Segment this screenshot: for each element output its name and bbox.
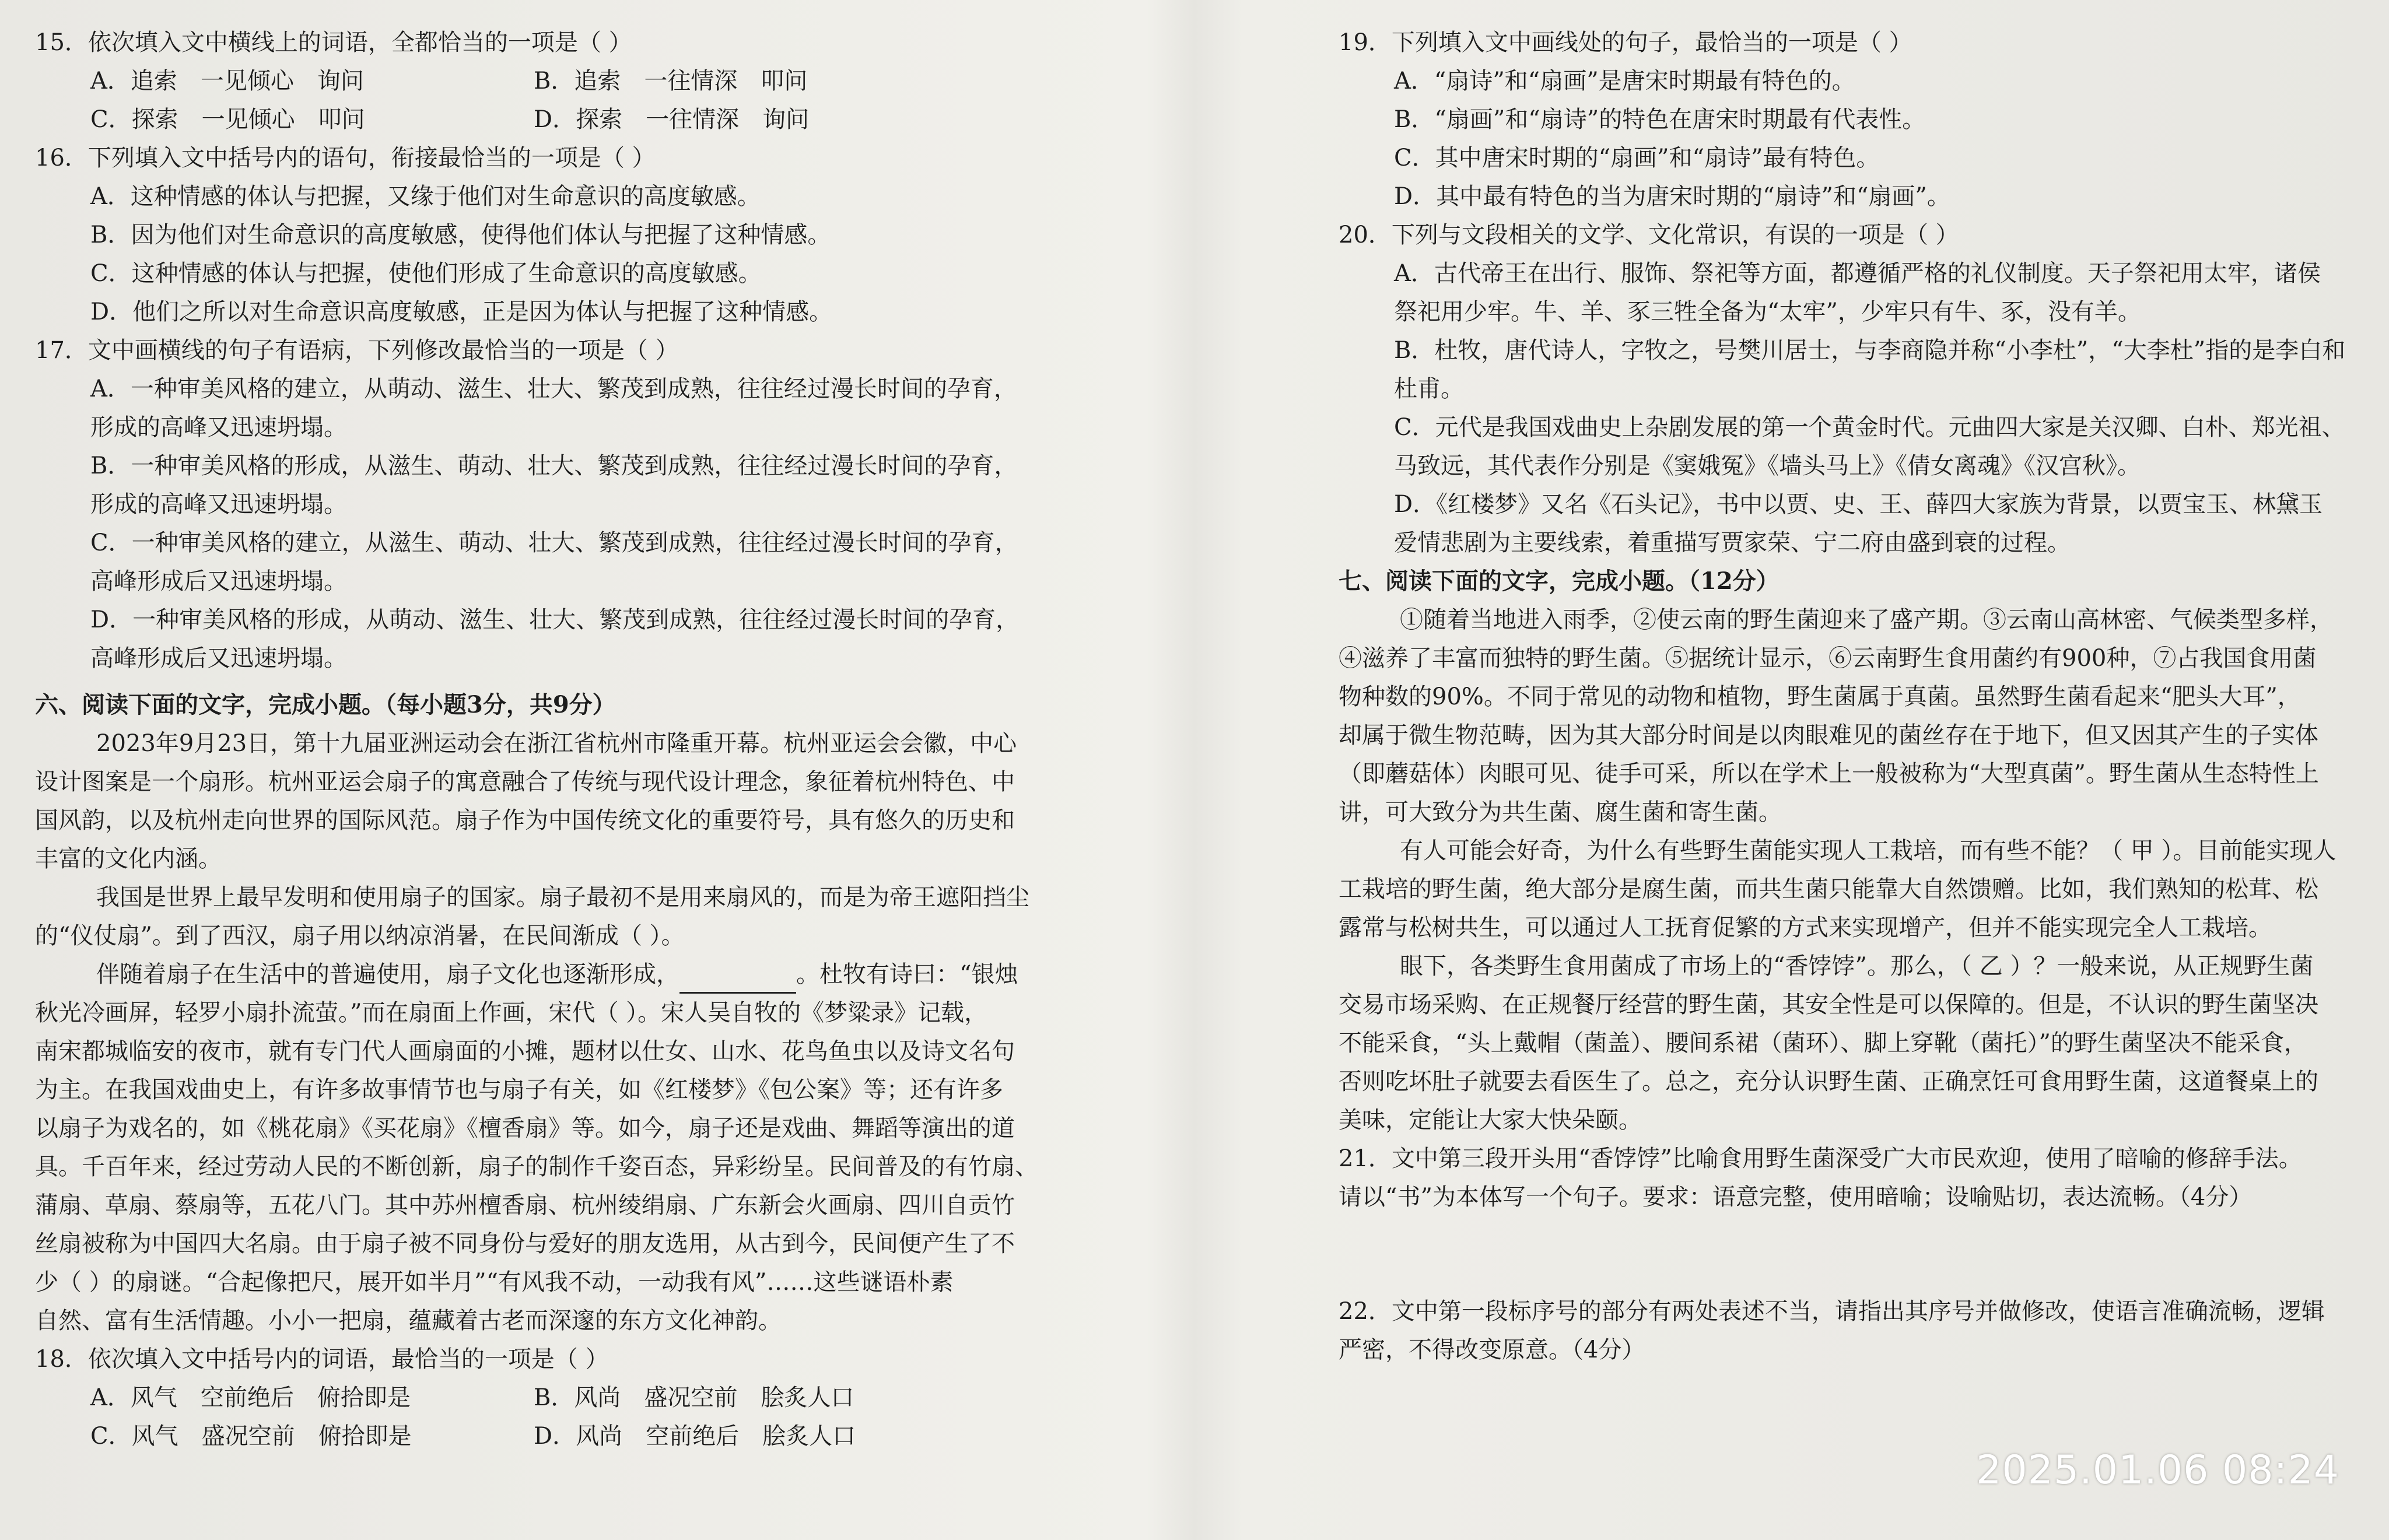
q15-option-c: C．探索 一见倾心 叩问	[90, 106, 365, 133]
question-16: 16．下列填入文中括号内的语句，衔接最恰当的一项是（ ）	[35, 145, 656, 171]
q20-option-d: D．《红楼梦》又名《石头记》，书中以贾、史、王、薛四大家族为背景，以贾宝玉、林黛玉	[1394, 491, 2323, 518]
passage-line: 眼下，各类野生食用菌成了市场上的“香饽饽”。那么，（ 乙 ）？一般来说，从正规野生菌	[1400, 953, 2314, 980]
q19-option-c: C．其中唐宋时期的“扇画”和“扇诗”最有特色。	[1394, 145, 1880, 171]
passage-line: （即蘑菇体）肉眼可见、徒手可采，所以在学术上一般被称为“大型真菌”。野生菌从生态特性上	[1339, 760, 2319, 787]
q20-option-b-cont: 杜甫。	[1394, 376, 1464, 402]
q16-option-c: C．这种情感的体认与把握，使他们形成了生命意识的高度敏感。	[90, 260, 762, 287]
q20-option-a-cont: 祭祀用少牢。牛、羊、豕三牲全备为“太牢”，少牢只有牛、豕，没有羊。	[1394, 299, 2141, 325]
passage-line: 美味，定能让大家大快朵颐。	[1339, 1107, 1642, 1134]
question-22-cont: 严密，不得改变原意。（4分）	[1339, 1336, 1645, 1363]
passage-line: 丰富的文化内涵。	[35, 846, 222, 872]
passage-line: 讲，可大致分为共生菌、腐生菌和寄生菌。	[1339, 799, 1782, 826]
q18-option-b: B．风尚 盛况空前 脍炙人口	[534, 1384, 854, 1411]
passage-line: 蒲扇、草扇、蔡扇等，五花八门。其中苏州檀香扇、杭州绫绢扇、广东新会火画扇、四川自贡竹	[35, 1192, 1015, 1219]
passage-line: 工栽培的野生菌，绝大部分是腐生菌，而共生菌只能靠大自然馈赠。比如，我们熟知的松茸、松	[1339, 876, 2318, 903]
question-20: 20．下列与文段相关的文学、文化常识，有误的一项是（ ）	[1339, 222, 1959, 248]
q15-option-a: A．追索 一见倾心 询问	[90, 68, 364, 94]
passage-line: 的“仪仗扇”。到了西汉，扇子用以纳凉消暑，在民间渐成（ ）。	[35, 922, 685, 949]
q17-option-c-cont: 高峰形成后又迅速坍塌。	[90, 568, 347, 595]
passage-line: 国风韵，以及杭州走向世界的国际风范。扇子作为中国传统文化的重要符号，具有悠久的历史和	[35, 807, 1015, 834]
passage-line: ①随着当地进入雨季，②使云南的野生菌迎来了盛产期。③云南山高林密、气候类型多样，	[1400, 606, 2333, 633]
question-21-cont: 请以“书”为本体写一个句子。要求：语意完整，使用暗喻；设喻贴切，表达流畅。（4分）	[1339, 1184, 2253, 1211]
section-6-passage-cont	[35, 994, 1097, 1340]
passage-line: 有人可能会好奇，为什么有些野生菌能实现人工栽培，而有些不能？（ 甲 ）。目前能实现人	[1400, 837, 2337, 864]
section-6-heading: 六、阅读下面的文字，完成小题。（每小题3分，共9分）	[35, 691, 616, 718]
passage-line: 具。千百年来，经过劳动人民的不断创新，扇子的制作千姿百态，异彩纷呈。民间普及的有竹扇、	[35, 1153, 1038, 1180]
q15-option-row	[35, 62, 1097, 100]
q17-option-b: B．一种审美风格的形成，从滋生、萌动、壮大、繁茂到成熟，往往经过漫长时间的孕育，	[90, 452, 1018, 479]
passage-line: 设计图案是一个扇形。杭州亚运会扇子的寓意融合了传统与现代设计理念，象征着杭州特色、中	[35, 769, 1015, 795]
question-17: 17．文中画横线的句子有语病，下列修改最恰当的一项是（ ）	[35, 337, 679, 364]
photo-timestamp: 2025.01.06 08:24	[1976, 1447, 2339, 1493]
q18-option-c: C．风气 盛况空前 俯拾即是	[90, 1423, 412, 1450]
section-7-passage	[1339, 601, 2365, 1139]
q15-option-d: D．探索 一往情深 询问	[534, 106, 810, 133]
q18-option-row	[35, 1417, 1097, 1455]
passage-line: 却属于微生物范畴，因为其大部分时间是以肉眼难见的菌丝存在于地下，但又因其产生的子实体	[1339, 722, 2318, 749]
passage-line: 以扇子为戏名的，如《桃花扇》《买花扇》《檀香扇》等。如今，扇子还是戏曲、舞蹈等演出的道	[35, 1115, 1015, 1142]
q16-option-b: B．因为他们对生命意识的高度敏感，使得他们体认与把握了这种情感。	[90, 222, 831, 248]
q19-option-a: A．“扇诗”和“扇画”是唐宋时期最有特色的。	[1394, 68, 1855, 94]
passage-line: 2023年9月23日，第十九届亚洲运动会在浙江省杭州市隆重开幕。杭州亚运会会徽，中心	[96, 730, 1017, 757]
q17-option-d-cont: 高峰形成后又迅速坍塌。	[90, 645, 347, 672]
passage-line: 否则吃坏肚子就要去看医生了。总之，充分认识野生菌、正确烹饪可食用野生菌，这道餐桌上的	[1339, 1068, 2318, 1095]
passage-line: 露常与松树共生，可以通过人工抚育促繁的方式来实现增产，但并不能实现完全人工栽培。	[1339, 914, 2272, 941]
right-column	[1339, 23, 2365, 1369]
passage-line: 自然、富有生活情趣。小小一把扇，蕴藏着古老而深邃的东方文化神韵。	[35, 1307, 782, 1334]
question-21: 21．文中第三段开头用“香饽饽”比喻食用野生菌深受广大市民欢迎，使用了暗喻的修辞手法。	[1339, 1145, 2302, 1172]
q17-option-d: D．一种审美风格的形成，从萌动、滋生、壮大、繁茂到成熟，往往经过漫长时间的孕育，	[90, 606, 1020, 633]
left-column	[35, 23, 1097, 1455]
passage-line: ④滋养了丰富而独特的野生菌。⑤据统计显示，⑥云南野生食用菌约有900种，⑦占我国食用菌	[1339, 645, 2317, 672]
q17-option-a-cont: 形成的高峰又迅速坍塌。	[90, 414, 347, 441]
q15-option-row	[35, 100, 1097, 139]
answer-blank[interactable]	[679, 969, 796, 994]
q18-option-d: D．风尚 空前绝后 脍炙人口	[534, 1423, 856, 1450]
q20-option-c-cont: 马致远，其代表作分别是《窦娥冤》《墙头马上》《倩女离魂》《汉宫秋》。	[1394, 452, 2141, 479]
passage-line: 为主。在我国戏曲史上，有许多故事情节也与扇子有关，如《红楼梦》《包公案》等；还有许多	[35, 1076, 1003, 1103]
q17-option-b-cont: 形成的高峰又迅速坍塌。	[90, 491, 347, 518]
q19-option-d: D．其中最有特色的当为唐宋时期的“扇诗”和“扇画”。	[1394, 183, 1950, 210]
question-22: 22．文中第一段标序号的部分有两处表述不当，请指出其序号并做修改，使语言准确流畅，逻辑	[1339, 1298, 2325, 1325]
passage-line: 秋光冷画屏，轻罗小扇扑流萤。”而在扇面上作画，宋代（ ）。宋人吴自牧的《梦粱录》记载，	[35, 999, 988, 1026]
passage-line: 少（ ）的扇谜。“合起像把尺，展开如半月”“有风我不动，一动我有风”……这些谜语朴素	[35, 1269, 954, 1296]
q20-option-c: C．元代是我国戏曲史上杂剧发展的第一个黄金时代。元曲四大家是关汉卿、白朴、郑光祖、	[1394, 414, 2345, 441]
q19-option-b: B．“扇画”和“扇诗”的特色在唐宋时期最有代表性。	[1394, 106, 1926, 133]
q20-option-b: B．杜牧，唐代诗人，字牧之，号樊川居士，与李商隐并称“小李杜”，“大李杜”指的是李白和	[1394, 337, 2346, 364]
q20-option-d-cont: 爱情悲剧为主要线索，着重描写贾家荣、宁二府由盛到衰的过程。	[1394, 529, 2071, 556]
question-18: 18．依次填入文中括号内的词语，最恰当的一项是（ ）	[35, 1346, 609, 1373]
answer-space-21[interactable]	[1339, 1216, 2365, 1292]
section-7-heading: 七、阅读下面的文字，完成小题。（12分）	[1339, 567, 1780, 595]
passage-line: 丝扇被称为中国四大名扇。由于扇子被不同身份与爱好的朋友选用，从古到今，民间便产生了不	[35, 1230, 1015, 1257]
question-15: 15．依次填入文中横线上的词语，全都恰当的一项是（ ）	[35, 29, 632, 56]
q17-option-c: C．一种审美风格的建立，从滋生、萌动、壮大、繁茂到成熟，往往经过漫长时间的孕育，	[90, 529, 1018, 556]
q16-option-a: A．这种情感的体认与把握，又缘于他们对生命意识的高度敏感。	[90, 183, 761, 210]
passage-line: 物种数的90%。不同于常见的动物和植物，野生菌属于真菌。虽然野生菌看起来“肥头大耳”，	[1339, 683, 2301, 710]
question-19: 19．下列填入文中画线处的句子，最恰当的一项是（ ）	[1339, 29, 1912, 56]
q15-option-b: B．追索 一往情深 叩问	[534, 68, 808, 94]
q16-option-d: D．他们之所以对生命意识高度敏感，正是因为体认与把握了这种情感。	[90, 299, 833, 325]
section-6-passage	[35, 724, 1097, 955]
q17-option-a: A．一种审美风格的建立，从萌动、滋生、壮大、繁茂到成熟，往往经过漫长时间的孕育，	[90, 376, 1017, 402]
passage-text: 。杜牧有诗曰：“银烛	[796, 961, 1018, 988]
passage-line: 我国是世界上最早发明和使用扇子的国家。扇子最初不是用来扇风的，而是为帝王遮阳挡尘	[96, 884, 1029, 911]
q20-option-a: A．古代帝王在出行、服饰、祭祀等方面，都遵循严格的礼仪制度。天子祭祀用太牢，诸侯	[1394, 260, 2321, 287]
passage-line: 交易市场采购、在正规餐厅经营的野生菌，其安全性是可以保障的。但是，不认识的野生菌坚决	[1339, 991, 2318, 1018]
passage-text: 伴随着扇子在生活中的普遍使用，扇子文化也逐渐形成，	[96, 961, 679, 988]
passage-line-blank	[35, 955, 1097, 994]
passage-line: 不能采食，“头上戴帽（菌盖）、腰间系裙（菌环）、脚上穿靴（菌托）”的野生菌坚决不能采食，	[1339, 1030, 2307, 1057]
q18-option-row	[35, 1378, 1097, 1417]
q18-option-a: A．风气 空前绝后 俯拾即是	[90, 1384, 411, 1411]
passage-line: 南宋都城临安的夜市，就有专门代人画扇面的小摊，题材以仕女、山水、花鸟鱼虫以及诗文名句	[35, 1038, 1015, 1065]
